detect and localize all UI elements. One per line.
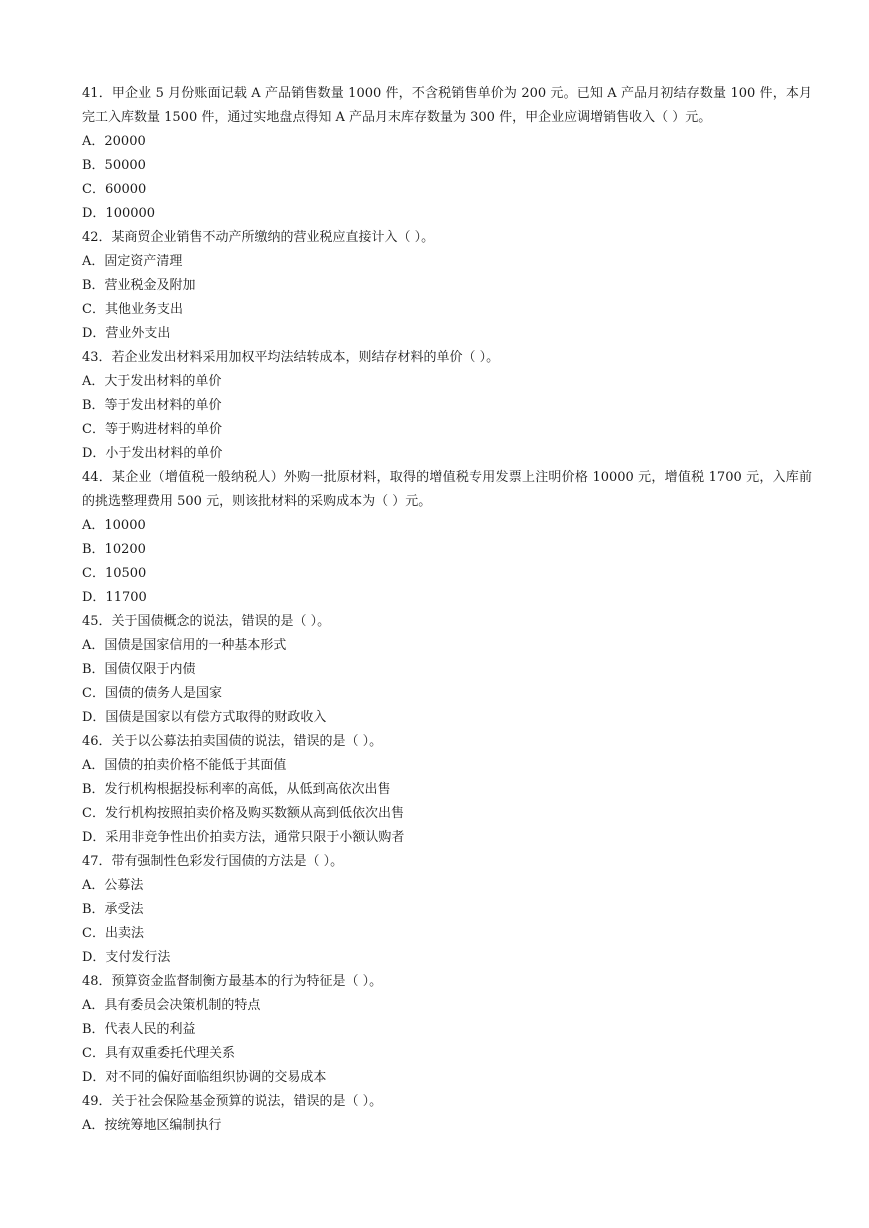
question-stem: 47．带有强制性色彩发行国债的方法是（ ）。 — [82, 854, 344, 869]
question-45 — [82, 610, 812, 730]
option-c: C．具有双重委托代理关系 — [82, 1046, 235, 1061]
option-c: C．出卖法 — [82, 926, 144, 941]
question-46 — [82, 730, 812, 850]
option-d: D．支付发行法 — [82, 950, 171, 965]
option-b: B．代表人民的利益 — [82, 1022, 196, 1037]
option-c: C．发行机构按照拍卖价格及购买数额从高到低依次出售 — [82, 806, 404, 821]
question-44 — [82, 466, 812, 610]
question-41 — [82, 82, 812, 226]
question-stem: 44．某企业（增值税一般纳税人）外购一批原材料，取得的增值税专用发票上注明价格 10000 元，增值税 1700 元，入库前的挑选整理费用 500 元，则该批材料的采购成本为（ ）元。 — [82, 470, 812, 509]
option-d: D．国债是国家以有偿方式取得的财政收入 — [82, 710, 327, 725]
option-b: B．国债仅限于内债 — [82, 662, 196, 677]
question-stem: 45．关于国债概念的说法，错误的是（ ）。 — [82, 614, 331, 629]
option-a: A．具有委员会决策机制的特点 — [82, 998, 261, 1013]
question-stem: 46．关于以公募法拍卖国债的说法，错误的是（ ）。 — [82, 734, 383, 749]
question-list — [82, 82, 812, 1138]
option-c: C．其他业务支出 — [82, 302, 183, 317]
option-a: A．按统筹地区编制执行 — [82, 1118, 222, 1133]
option-a: A．20000 — [82, 134, 146, 149]
option-b: B．发行机构根据投标利率的高低，从低到高依次出售 — [82, 782, 391, 797]
option-a: A．国债的拍卖价格不能低于其面值 — [82, 758, 287, 773]
option-d: D．采用非竞争性出价拍卖方法，通常只限于小额认购者 — [82, 830, 405, 845]
question-43 — [82, 346, 812, 466]
question-47 — [82, 850, 812, 970]
option-c: C．等于购进材料的单价 — [82, 422, 222, 437]
option-d: D．营业外支出 — [82, 326, 171, 341]
question-stem: 43．若企业发出材料采用加权平均法结转成本，则结存材料的单价（ ）。 — [82, 350, 500, 365]
option-a: A．大于发出材料的单价 — [82, 374, 222, 389]
option-a: A．固定资产清理 — [82, 254, 183, 269]
question-42 — [82, 226, 812, 346]
question-stem: 49．关于社会保险基金预算的说法，错误的是（ ）。 — [82, 1094, 383, 1109]
question-stem: 41．甲企业 5 月份账面记载 A 产品销售数量 1000 件，不含税销售单价为 200 元。已知 A 产品月初结存数量 100 件，本月完工入库数量 1500 件，通过实地盘点得知 A 产品月末库存数量为 300 件，甲企业应调增销售收入（ ）元。 — [82, 86, 812, 125]
option-d: D．小于发出材料的单价 — [82, 446, 223, 461]
option-a: A．国债是国家信用的一种基本形式 — [82, 638, 287, 653]
question-48 — [82, 970, 812, 1090]
option-d: D．11700 — [82, 590, 147, 605]
question-stem: 42．某商贸企业销售不动产所缴纳的营业税应直接计入（ ）。 — [82, 230, 435, 245]
option-c: C．60000 — [82, 182, 147, 197]
option-c: C．10500 — [82, 566, 147, 581]
option-a: A．10000 — [82, 518, 146, 533]
option-a: A．公募法 — [82, 878, 144, 893]
question-stem: 48．预算资金监督制衡方最基本的行为特征是（ ）。 — [82, 974, 383, 989]
option-b: B．50000 — [82, 158, 146, 173]
option-d: D．对不同的偏好面临组织协调的交易成本 — [82, 1070, 327, 1085]
option-b: B．承受法 — [82, 902, 144, 917]
option-c: C．国债的债务人是国家 — [82, 686, 222, 701]
option-b: B．10200 — [82, 542, 146, 557]
question-49 — [82, 1090, 812, 1138]
option-b: B．营业税金及附加 — [82, 278, 196, 293]
option-d: D．100000 — [82, 206, 156, 221]
option-b: B．等于发出材料的单价 — [82, 398, 222, 413]
